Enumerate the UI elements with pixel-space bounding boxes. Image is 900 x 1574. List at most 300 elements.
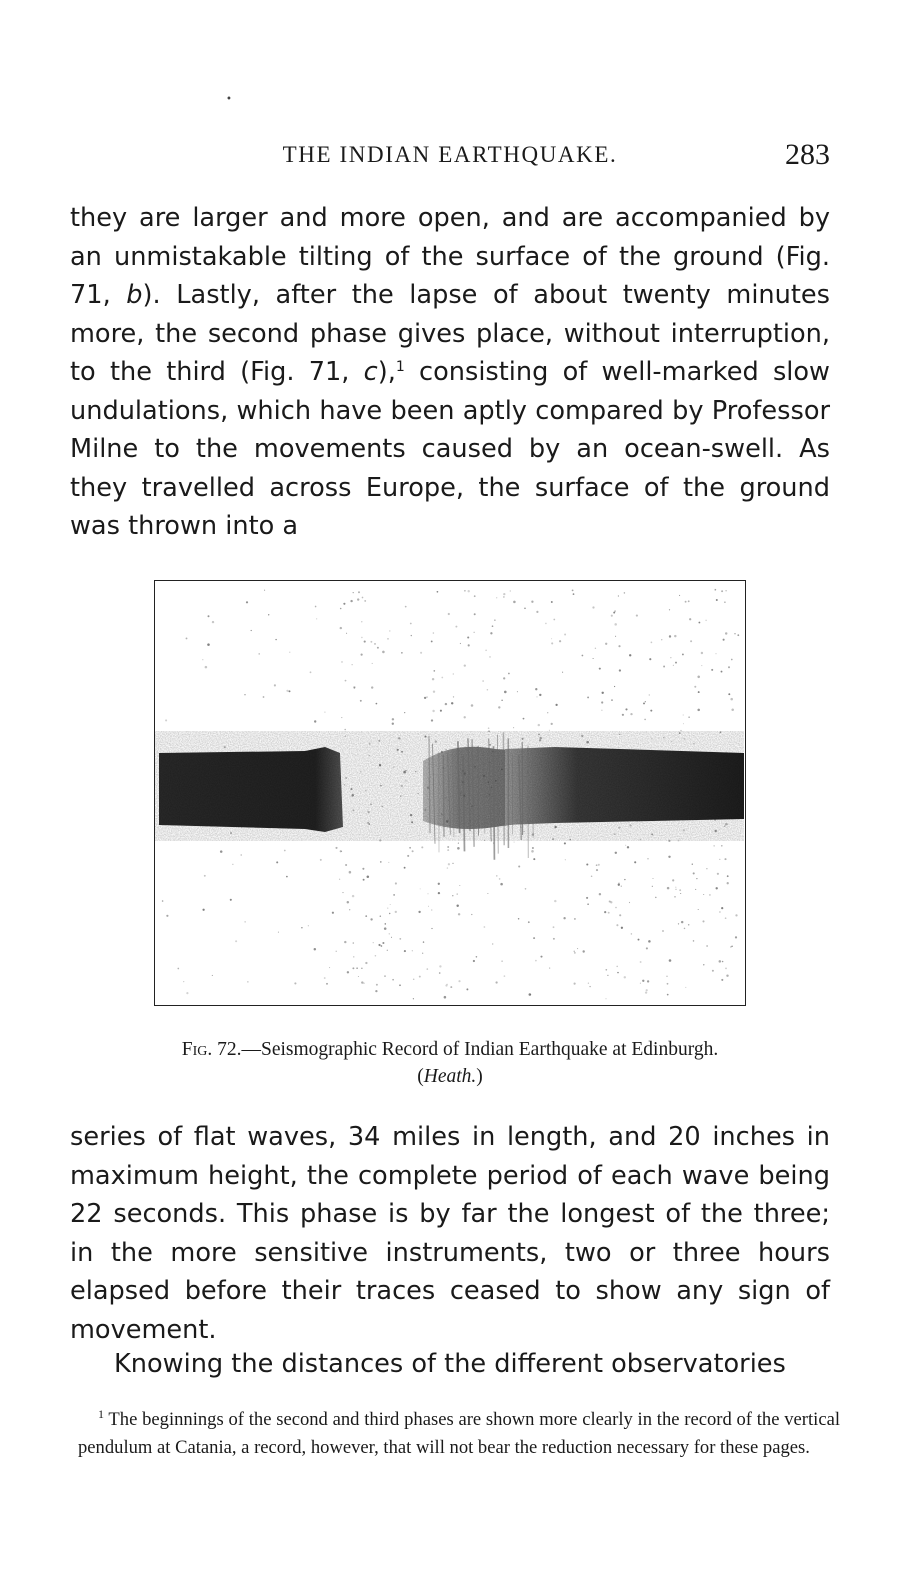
speckle-dot xyxy=(545,623,547,625)
speckle-dot xyxy=(524,608,526,610)
speckle-dot xyxy=(433,632,435,634)
speckle-dot xyxy=(666,976,667,977)
speckle-dot xyxy=(380,861,382,863)
speckle-dot xyxy=(274,684,276,686)
speckle-dot xyxy=(437,591,439,593)
speckle-dot xyxy=(644,719,646,721)
speckle-dot xyxy=(471,914,472,915)
speckle-dot xyxy=(731,659,733,661)
speckle-dot xyxy=(388,862,389,863)
speckle-dot xyxy=(324,711,325,712)
speckle-dot xyxy=(675,662,677,664)
speckle-dot xyxy=(241,854,242,855)
speckle-dot xyxy=(625,708,627,710)
speckle-dot xyxy=(391,937,392,938)
speckle-dot xyxy=(551,723,553,725)
speckle-dot xyxy=(503,596,504,597)
speckle-dot xyxy=(723,639,725,641)
speckle-dot xyxy=(518,865,520,867)
speckle-dot xyxy=(679,889,681,891)
speckle-dot xyxy=(564,634,566,636)
speckle-dot xyxy=(345,864,347,866)
speckle-dot xyxy=(315,606,317,608)
speckle-dot xyxy=(518,918,520,920)
speckle-dot xyxy=(301,927,302,928)
speckle-dot xyxy=(289,690,291,692)
speckle-dot xyxy=(363,879,365,881)
speckle-dot xyxy=(624,592,626,594)
speckle-dot xyxy=(609,900,611,902)
speckle-dot xyxy=(447,846,449,848)
speckle-dot xyxy=(245,921,246,922)
speckle-dot xyxy=(352,895,354,897)
speckle-dot xyxy=(652,878,653,879)
speckle-dot xyxy=(685,601,687,603)
speckle-dot xyxy=(420,652,422,654)
running-title: THE INDIAN EARTHQUAKE. xyxy=(282,142,618,167)
speckle-dot xyxy=(681,921,683,923)
speckle-dot xyxy=(457,893,458,894)
speckle-dot xyxy=(482,680,484,682)
speckle-dot xyxy=(734,633,735,634)
speckle-dot xyxy=(264,590,265,591)
speckle-dot xyxy=(490,632,492,634)
speckle-dot xyxy=(631,933,633,935)
speckle-dot xyxy=(464,716,466,718)
speckle-dot xyxy=(599,668,601,670)
speckle-dot xyxy=(532,847,534,849)
speckle-dot xyxy=(555,704,557,706)
speckle-dot xyxy=(439,972,441,974)
speckle-dot xyxy=(533,858,535,860)
speckle-dot xyxy=(549,730,550,731)
speckle-dot xyxy=(361,621,362,622)
speckle-dot xyxy=(384,927,387,930)
speckle-dot xyxy=(432,710,434,712)
speckle-dot xyxy=(499,878,501,880)
speckle-dot xyxy=(504,975,506,977)
speckle-dot xyxy=(376,984,378,986)
speckle-dot xyxy=(207,643,210,646)
speckle-dot xyxy=(364,641,366,643)
speckle-dot xyxy=(384,975,386,977)
speckle-dot xyxy=(624,976,626,978)
speckle-dot xyxy=(353,956,354,957)
speckle-dot xyxy=(365,962,367,964)
speckle-dot xyxy=(361,637,362,638)
speckle-dot xyxy=(439,965,441,967)
speckle-dot xyxy=(336,951,337,952)
speckle-dot xyxy=(662,930,664,932)
speckle-dot xyxy=(395,882,397,884)
speckle-dot xyxy=(422,953,423,954)
speckle-dot xyxy=(669,609,670,610)
speckle-dot xyxy=(678,923,679,924)
speckle-dot xyxy=(370,641,372,643)
speckle-dot xyxy=(737,634,739,636)
speckle-dot xyxy=(547,712,548,713)
speckle-dot xyxy=(278,932,279,933)
speckle-dot xyxy=(725,917,727,919)
speckle-dot xyxy=(358,591,360,593)
speckle-dot xyxy=(411,635,412,636)
speckle-dot xyxy=(651,642,653,644)
speckle-dot xyxy=(698,909,699,910)
speckle-dot xyxy=(332,912,334,914)
speckle-dot xyxy=(624,879,625,880)
speckle-dot xyxy=(694,686,696,688)
speckle-dot xyxy=(340,627,342,629)
paragraph-3 xyxy=(70,1345,830,1384)
speckle-dot xyxy=(572,589,574,591)
speckle-dot xyxy=(350,600,352,602)
speckle-dot xyxy=(468,590,470,592)
speckle-dot xyxy=(728,693,730,695)
speckle-dot xyxy=(596,864,598,866)
fig-ref-b: b xyxy=(126,280,143,310)
speckle-dot xyxy=(399,984,401,986)
speckle-dot xyxy=(431,909,432,910)
speckle-dot xyxy=(372,663,373,664)
speckle-dot xyxy=(573,593,575,595)
speckle-dot xyxy=(593,658,594,659)
speckle-dot xyxy=(352,664,353,665)
speckle-dot xyxy=(314,720,316,722)
figure-label: Fig. 72. xyxy=(181,1039,242,1060)
speckle-dot xyxy=(420,888,421,889)
speckle-dot xyxy=(335,847,337,849)
speckle-dot xyxy=(559,640,561,642)
speckle-dot xyxy=(617,972,618,973)
speckle-dot xyxy=(725,968,727,970)
speckle-dot xyxy=(605,998,606,999)
speckle-dot xyxy=(565,859,566,860)
speckle-dot xyxy=(501,700,502,701)
speckle-dot xyxy=(599,893,601,895)
speckle-dot xyxy=(728,666,730,668)
speckle-dot xyxy=(362,868,364,870)
speckle-dot xyxy=(574,952,575,953)
speckle-dot xyxy=(595,648,596,649)
speckle-dot xyxy=(725,632,727,634)
footnote-text: The beginnings of the second and third phases are shown more clearly in the record of the vertical pendulum at Catania, a record, however, that will not bear the reduction necessary for these pages. xyxy=(78,1409,840,1458)
speckle-dot xyxy=(380,915,381,916)
speckle-dot xyxy=(615,636,616,637)
speckle-dot xyxy=(727,875,729,877)
speckle-dot xyxy=(356,967,358,969)
speckle-dot xyxy=(636,615,638,617)
speckle-dot xyxy=(629,654,631,656)
speckle-dot xyxy=(421,846,423,848)
speckle-dot xyxy=(711,669,713,671)
speckle-dot xyxy=(340,608,342,610)
speckle-dot xyxy=(574,983,576,985)
speckle-dot xyxy=(588,983,589,984)
speckle-dot xyxy=(320,859,322,861)
speckle-dot xyxy=(712,970,714,972)
speckle-dot xyxy=(689,618,691,620)
speckle-dot xyxy=(487,689,489,691)
speckle-dot xyxy=(495,981,497,983)
speckle-dot xyxy=(346,633,347,634)
speckle-dot xyxy=(407,855,409,857)
speckle-dot xyxy=(395,911,397,913)
speckle-dot xyxy=(604,911,606,913)
speckle-dot xyxy=(460,643,461,644)
speckle-dot xyxy=(675,889,676,890)
speckle-dot xyxy=(431,719,433,721)
speckle-dot xyxy=(488,727,490,729)
speckle-dot xyxy=(503,677,505,679)
speckle-dot xyxy=(650,710,652,712)
speckle-dot xyxy=(404,867,406,869)
speckle-dot xyxy=(553,926,555,928)
speckle-dot xyxy=(263,696,265,698)
speckle-dot xyxy=(352,967,354,969)
figure-credit-close: ) xyxy=(476,1066,483,1087)
speckle-dot xyxy=(513,727,514,728)
speckle-dot xyxy=(611,699,613,701)
speckle-dot xyxy=(553,619,555,621)
speckle-dot xyxy=(165,719,167,721)
speckle-dot xyxy=(284,850,286,852)
speckle-dot xyxy=(212,975,213,976)
speckle-dot xyxy=(705,620,706,621)
speckle-dot xyxy=(413,998,414,999)
speckle-dot xyxy=(492,943,493,944)
paragraph-2 xyxy=(70,1118,830,1349)
speckle-dot xyxy=(523,718,525,720)
speckle-dot xyxy=(551,642,553,644)
speckle-dot xyxy=(441,677,443,679)
speckle-dot xyxy=(341,851,342,852)
speckle-dot xyxy=(652,886,653,887)
para1-text-a: they are larger and more open, and are accompanied by an unmistakable tilting of the surface of the ground (Fig. 71, xyxy=(70,203,830,310)
speckle-dot xyxy=(735,936,737,938)
speckle-dot xyxy=(646,989,648,991)
speckle-dot xyxy=(275,639,276,640)
speckle-dot xyxy=(683,715,684,716)
speckle-dot xyxy=(418,911,420,913)
speckle-dot xyxy=(722,961,724,963)
speckle-dot xyxy=(276,861,278,863)
speckle-dot xyxy=(208,615,210,617)
speckle-dot xyxy=(549,968,550,969)
speckle-dot xyxy=(730,946,731,947)
figure-credit-open: ( xyxy=(417,1066,424,1087)
speckle-dot xyxy=(582,950,584,952)
speckle-dot xyxy=(592,606,594,608)
speckle-dot xyxy=(448,613,450,615)
speckle-dot xyxy=(725,590,726,591)
speckle-dot xyxy=(358,976,359,977)
speckle-dot xyxy=(382,651,385,654)
speckle-dot xyxy=(703,964,704,965)
wave-stripe xyxy=(494,746,495,860)
speckle-dot xyxy=(618,884,620,886)
wave-stripe xyxy=(443,754,444,837)
speckle-dot xyxy=(166,915,168,917)
speckle-dot xyxy=(709,894,711,896)
speckle-dot xyxy=(385,923,387,925)
speckle-dot xyxy=(371,686,373,688)
speckle-dot xyxy=(614,686,615,687)
speckle-dot xyxy=(564,842,566,844)
speckle-dot xyxy=(374,643,376,645)
speckle-dot xyxy=(727,882,729,884)
speckle-dot xyxy=(663,666,665,668)
speckle-dot xyxy=(589,986,590,987)
speckle-dot xyxy=(457,847,460,850)
speckle-dot xyxy=(582,655,584,657)
speckle-dot xyxy=(513,601,516,604)
speckle-dot xyxy=(474,595,476,597)
speckle-dot xyxy=(230,899,232,901)
speckle-dot xyxy=(669,959,672,962)
para1-text-c: ), xyxy=(377,357,396,387)
speckle-dot xyxy=(706,945,708,947)
speckle-dot xyxy=(562,672,563,673)
speckle-dot xyxy=(642,980,644,982)
speckle-dot xyxy=(424,697,426,699)
speckle-dot xyxy=(404,712,405,713)
speckle-dot xyxy=(220,850,223,853)
speckle-dot xyxy=(554,900,556,902)
paragraph-3-text: Knowing the distances of the different observatories xyxy=(114,1349,786,1379)
speckle-dot xyxy=(698,622,700,624)
speckle-dot xyxy=(361,981,363,983)
speckle-dot xyxy=(716,599,718,601)
speckle-dot xyxy=(409,847,411,849)
speckle-dot xyxy=(536,696,537,697)
speckle-dot xyxy=(345,680,347,682)
speckle-dot xyxy=(247,981,248,982)
speckle-dot xyxy=(719,859,720,860)
speckle-dot xyxy=(614,623,617,626)
speckle-dot xyxy=(616,924,618,926)
speckle-dot xyxy=(721,845,723,847)
speckle-dot xyxy=(401,652,402,653)
speckle-dot xyxy=(453,696,454,697)
speckle-dot xyxy=(404,950,406,952)
speckle-dot xyxy=(381,945,383,947)
speckle-dot xyxy=(688,717,689,718)
speckle-dot xyxy=(643,702,645,704)
speckle-dot xyxy=(186,992,188,994)
speckle-dot xyxy=(393,894,395,896)
speckle-dot xyxy=(251,630,252,631)
speckle-dot xyxy=(517,691,518,692)
speckle-dot xyxy=(286,690,288,692)
speckle-dot xyxy=(326,983,328,985)
speckle-dot xyxy=(608,912,610,914)
speckle-dot xyxy=(690,640,692,642)
speckle-dot xyxy=(376,703,378,705)
speckle-dot xyxy=(714,589,716,591)
speckle-dot xyxy=(474,632,475,633)
speckle-dot xyxy=(387,950,388,951)
speckle-dot xyxy=(484,926,486,928)
speckle-dot xyxy=(535,688,537,690)
speckle-dot xyxy=(598,864,600,866)
speckle-dot xyxy=(433,691,435,693)
speckle-dot xyxy=(349,871,352,874)
speckle-dot xyxy=(487,893,488,894)
speckle-dot xyxy=(464,590,466,592)
speckle-dot xyxy=(341,661,342,662)
speckle-dot xyxy=(688,924,690,926)
speckle-dot xyxy=(202,659,203,660)
speckle-dot xyxy=(655,897,657,899)
speckle-dot xyxy=(390,904,391,905)
speckle-dot xyxy=(721,907,723,909)
speckle-dot xyxy=(202,909,204,911)
speckle-dot xyxy=(697,709,700,712)
speckle-dot xyxy=(553,938,555,940)
speckle-dot xyxy=(419,976,421,978)
speckle-dot xyxy=(448,863,450,865)
speckle-dot xyxy=(494,619,495,620)
speckle-dot xyxy=(697,676,700,679)
speckle-dot xyxy=(433,670,435,672)
speckle-dot xyxy=(629,902,630,903)
speckle-dot xyxy=(455,626,457,628)
speckle-dot xyxy=(440,710,442,712)
speckle-dot xyxy=(347,971,349,973)
speckle-dot xyxy=(389,913,390,914)
speckle-dot xyxy=(731,708,734,711)
speckle-dot xyxy=(514,842,515,843)
speckle-dot xyxy=(672,879,674,881)
speckle-dot xyxy=(365,915,367,917)
speckle-dot xyxy=(649,658,651,660)
speckle-dot xyxy=(645,701,646,702)
speckle-dot xyxy=(638,939,640,941)
speckle-dot xyxy=(508,673,510,675)
speckle-dot xyxy=(587,903,589,905)
speckle-dot xyxy=(412,850,414,852)
speckle-dot xyxy=(501,960,503,962)
speckle-dot xyxy=(533,937,535,939)
speckle-dot xyxy=(452,895,453,896)
speckle-dot xyxy=(362,597,364,599)
speckle-dot xyxy=(485,649,487,651)
speckle-dot xyxy=(492,625,494,627)
speckle-dot xyxy=(289,652,290,653)
speckle-dot xyxy=(375,990,377,992)
figure-caption-text: —Seismographic Record of Indian Earthquake at Edinburgh. xyxy=(241,1039,719,1060)
speckle-dot xyxy=(602,692,604,694)
speckle-dot xyxy=(724,858,726,860)
speckle-dot xyxy=(648,940,651,943)
speckle-dot xyxy=(622,714,624,716)
speckle-dot xyxy=(183,981,184,982)
speckle-dot xyxy=(645,991,647,993)
speckle-dot xyxy=(473,960,475,962)
speckle-dot xyxy=(535,960,537,962)
speckle-dot xyxy=(458,913,460,915)
trace-grain-overlay xyxy=(155,731,744,841)
speckle-dot xyxy=(674,635,676,637)
speckle-dot xyxy=(387,907,388,908)
speckle-dot xyxy=(563,917,565,919)
speckle-dot xyxy=(445,985,447,987)
paragraph-2-text: series of flat waves, 34 miles in length, and 20 inches in maximum height, the complete period of each wave being 22 seconds. This phase is by far the longest of the three; in the more sensitive instruments, two or three hours elapsed before their traces ceased to show any sign of movement. xyxy=(70,1122,830,1345)
speckle-dot xyxy=(586,897,588,899)
speckle-dot xyxy=(353,686,355,688)
speckle-dot xyxy=(719,960,722,963)
speckle-dot xyxy=(427,893,428,894)
